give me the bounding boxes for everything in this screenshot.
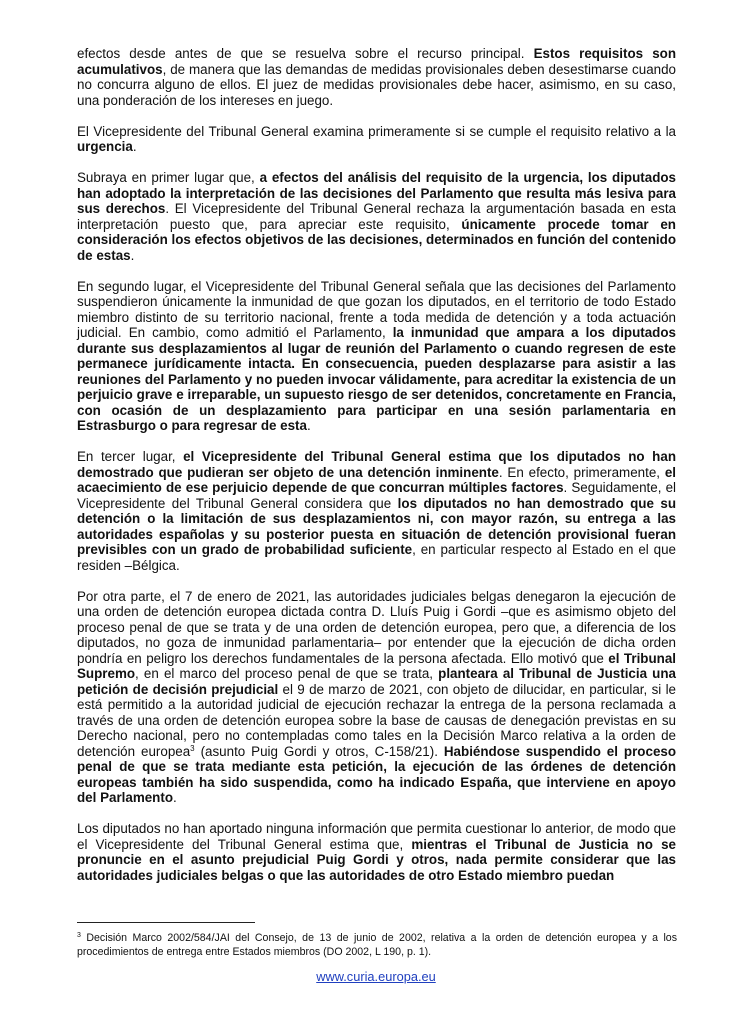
bold-text: el Vicepresidente del Tribunal General estima que los diputados no han demostrado que pudieran ser objeto de una detención inminente [77,449,676,480]
paragraph-1 [77,46,676,108]
bold-text: a efectos del análisis del requisito de la urgencia, los diputados han adoptado la interpretación de las decisiones del Parlamento que resulta más lesiva para sus derechos [77,170,676,216]
text-run: Los diputados no han aportado ninguna información que permita cuestionar lo anterior, de modo que el Vicepresidente del Tribunal General estima que, [77,821,676,852]
text-run: (asunto Puig Gordi y otros, C-158/21). [194,743,444,759]
bold-text: únicamente procede tomar en consideración los efectos objetivos de las decisiones, determinados en función del contenido de estas [77,216,676,263]
footnote-reference: 3 [190,743,195,753]
paragraph-6 [77,589,676,806]
footnote-separator [77,922,255,923]
bold-text: el acaecimiento de ese perjuicio depende de que concurran múltiples factores [77,464,676,495]
text-run: el 9 de marzo de 2021, con objeto de dilucidar, en particular, si le está permitido a la autoridad judicial de ejecución rechazar la entrega de la persona reclamada a través de una orden de detención europea sobre la base de causas de denegación previstas en su Derecho nacional, pero no contempladas como tales en la Decisión Marco relativa a la orden de detención europea [77,681,676,759]
text-run: Subraya en primer lugar que, [77,170,260,185]
bold-text: el Tribunal Supremo [77,650,676,681]
text-run: . En efecto, primeramente, [498,464,665,480]
text-run: . Seguidamente, el Vicepresidente del Tribunal General considera que [77,480,676,511]
text-run: En tercer lugar, [77,449,184,464]
text-run: . El Vicepresidente del Tribunal General rechaza la argumentación basada en esta interpretación puesto que, para apreciar este requisito, [77,201,676,232]
text-run: . [132,139,137,154]
paragraph-7 [77,821,676,883]
text-run: , de manera que las demandas de medidas provisionales deben desestimarse cuando no concurra alguno de ellos. El juez de medidas provisionales debe hacer, asimismo, en su caso, una ponderación de los intereses en juego. [77,61,676,108]
bold-text: Habiéndose suspendido el proceso penal de que se trata mediante esta petición, la ejecución de las órdenes de detención europeas también ha sido suspendida, como ha indicado España, que interviene en apoyo del Parlamento [77,743,677,805]
footnote-text: Decisión Marco 2002/584/JAI del Consejo, de 13 de junio de 2002, relativa a la orden de detención europea y a los procedimientos de entrega entre Estados miembros (DO 2002, L 190, p. 1). [77,932,677,958]
bold-text: urgencia [77,139,133,154]
text-run: , en el marco del proceso penal de que se trata, [135,666,439,681]
text-run: . [130,247,135,263]
bold-text: planteara al Tribunal de Justicia una petición de decisión prejudicial [77,666,676,697]
text-run: El Vicepresidente del Tribunal General examina primeramente si se cumple el requisito relativo a la [77,123,676,139]
bold-text: mientras el Tribunal de Justicia no se pronuncie en el asunto prejudicial Puig Gordi y otros, nada permite considerar que las autoridades judiciales belgas o que las autoridades de otro Estado miembro puedan [77,836,677,883]
text-run: En segundo lugar, el Vicepresidente del Tribunal General señala que las decisiones del Parlamento suspendieron únicamente la inmunidad de que gozan los diputados, en el territorio de todo Estado miembro distinto de su territorio nacional, frente a toda medida de detención y a toda actuación judicial. En cambio, como admitió el Parlamento, [77,278,676,340]
bold-text: los diputados no han demostrado que su detención o la limitación de sus desplazamientos ni, con mayor razón, su entrega a las autoridades españolas y su posterior puesta en situación de detención provisional fueran previsibles con un grado de probabilidad suficiente [77,495,676,557]
text-run: efectos desde antes de que se resuelva sobre el recurso principal. [77,46,534,61]
text-run: Por otra parte, el 7 de enero de 2021, las autoridades judiciales belgas denegaron la ejecución de una orden de detención europea dictada contra D. Lluís Puig i Gordi –que es asimismo objeto del proceso penal de que se trata y de una orden de detención europea, pero que, a diferencia de los diputados, no goza de inmunidad parlamentaria– por entender que la ejecución de dicha orden pondría en peligro los derechos fundamentales de la persona afectada. Ello motivó que [77,588,676,666]
curia-website-link[interactable]: www.curia.europa.eu [316,969,436,984]
bold-text: la inmunidad que ampara a los diputados durante sus desplazamientos al lugar de reunión del Parlamento o cuando regresen de este permanece jurídicamente intacta. En consecuencia, pueden desplazarse para asistir a las reuniones del Parlamento y no pueden invocar válidamente, para acreditar la existencia de un perjuicio grave e irreparable, un supuesto riesgo de ser detenidos, concretamente en Francia, con ocasión de un desplazamiento para participar en una sesión parlamentaria en Estrasburgo o para regresar de esta [77,325,676,433]
paragraph-2 [77,124,676,155]
footnote [77,931,677,959]
body-text [77,46,676,883]
paragraph-5 [77,449,676,573]
text-run: . [173,790,177,805]
footnote-number: 3 [77,932,81,939]
paragraph-3 [77,170,676,263]
text-run: , en particular respecto al Estado en el que residen –Bélgica. [77,542,676,573]
text-run: . [306,418,311,433]
bold-text: Estos requisitos son acumulativos [77,46,677,77]
paragraph-4 [77,279,676,434]
